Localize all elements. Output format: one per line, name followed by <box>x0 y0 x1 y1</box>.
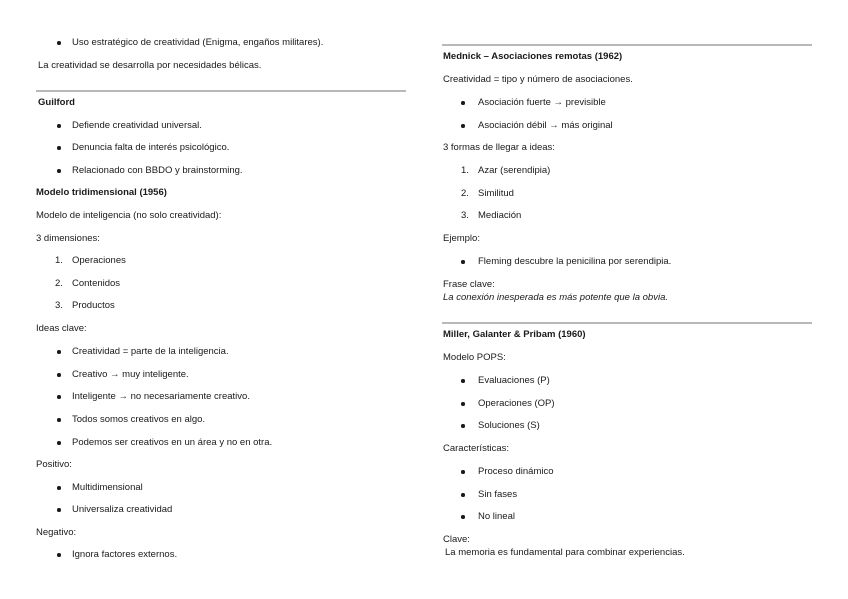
dimension-item: Operaciones <box>72 255 126 266</box>
pops-item: Operaciones (OP) <box>478 398 555 409</box>
features-label: Características: <box>443 443 509 454</box>
list-number: 3. <box>461 210 469 221</box>
pops-model-label: Modelo POPS: <box>443 352 506 363</box>
key-text: La memoria es fundamental para combinar experiencias. <box>445 547 685 558</box>
bullet-dot <box>57 441 61 445</box>
idea-item: Creativo → muy inteligente. <box>72 369 189 380</box>
positive-label: Positivo: <box>36 459 72 470</box>
mednick-bullet: Asociación débil → más original <box>478 120 613 131</box>
bullet-dot <box>461 124 465 128</box>
bullet-dot <box>57 373 61 377</box>
bullet-dot <box>57 508 61 512</box>
bullet-dot <box>461 424 465 428</box>
list-number: 3. <box>55 300 63 311</box>
example-label: Ejemplo: <box>443 233 480 244</box>
model-description: Modelo de inteligencia (no solo creatividad): <box>36 210 222 221</box>
intro-bullet-text: Uso estratégico de creatividad (Enigma, engaños militares). <box>72 37 324 48</box>
bullet-dot <box>461 515 465 519</box>
dimension-item: Contenidos <box>72 278 121 289</box>
idea-item: Podemos ser creativos en un área y no en otra. <box>72 437 273 448</box>
dimension-item: Productos <box>72 300 115 311</box>
bullet-dot <box>461 402 465 406</box>
list-number: 1. <box>461 165 469 176</box>
list-number: 1. <box>55 255 63 266</box>
idea-item: Creatividad = parte de la inteligencia. <box>72 346 229 357</box>
bullet-dot <box>461 101 465 105</box>
bullet-dot <box>57 169 61 173</box>
feature-item: Sin fases <box>478 489 518 500</box>
bullet-dot <box>461 470 465 474</box>
bullet-dot <box>57 553 61 557</box>
bullet-dot <box>57 350 61 354</box>
phrase-text: La conexión inesperada es más potente que la obvia. <box>443 292 668 303</box>
list-number: 2. <box>461 188 469 199</box>
section-divider <box>442 322 812 324</box>
miller-heading: Miller, Galanter & Pribam (1960) <box>443 329 586 340</box>
positive-item: Multidimensional <box>72 482 143 493</box>
feature-item: No lineal <box>478 511 515 522</box>
intro-text: La creatividad se desarrolla por necesidades bélicas. <box>38 60 262 71</box>
bullet-dot <box>57 395 61 399</box>
mednick-heading: Mednick – Asociaciones remotas (1962) <box>443 51 623 62</box>
pops-item: Evaluaciones (P) <box>478 375 550 386</box>
feature-item: Proceso dinámico <box>478 466 554 477</box>
dimensions-label: 3 dimensiones: <box>36 233 100 244</box>
pops-item: Soluciones (S) <box>478 420 540 431</box>
bullet-dot <box>57 418 61 422</box>
example-item: Fleming descubre la penicilina por serendipia. <box>478 256 672 267</box>
positive-item: Universaliza creatividad <box>72 504 173 515</box>
mednick-definition: Creatividad = tipo y número de asociaciones. <box>443 74 633 85</box>
idea-item: Inteligente → no necesariamente creativo. <box>72 391 250 402</box>
negative-item: Ignora factores externos. <box>72 549 178 560</box>
bullet-dot <box>57 486 61 490</box>
bullet-dot <box>57 41 61 45</box>
way-item: Similitud <box>478 188 514 199</box>
bullet-dot <box>57 146 61 150</box>
guilford-heading: Guilford <box>38 97 75 108</box>
list-number: 2. <box>55 278 63 289</box>
guilford-bullet: Denuncia falta de interés psicológico. <box>72 142 230 153</box>
section-divider <box>36 90 406 92</box>
guilford-bullet: Relacionado con BBDO y brainstorming. <box>72 165 243 176</box>
idea-item: Todos somos creativos en algo. <box>72 414 206 425</box>
section-divider <box>442 44 812 46</box>
bullet-dot <box>461 493 465 497</box>
ideas-label: Ideas clave: <box>36 323 87 334</box>
way-item: Mediación <box>478 210 522 221</box>
ways-label: 3 formas de llegar a ideas: <box>443 142 555 153</box>
model-heading: Modelo tridimensional (1956) <box>36 187 167 198</box>
bullet-dot <box>461 379 465 383</box>
key-label: Clave: <box>443 534 470 545</box>
phrase-label: Frase clave: <box>443 279 495 290</box>
mednick-bullet: Asociación fuerte → previsible <box>478 97 606 108</box>
way-item: Azar (serendipia) <box>478 165 551 176</box>
guilford-bullet: Defiende creatividad universal. <box>72 120 202 131</box>
bullet-dot <box>57 124 61 128</box>
negative-label: Negativo: <box>36 527 77 538</box>
bullet-dot <box>461 260 465 264</box>
